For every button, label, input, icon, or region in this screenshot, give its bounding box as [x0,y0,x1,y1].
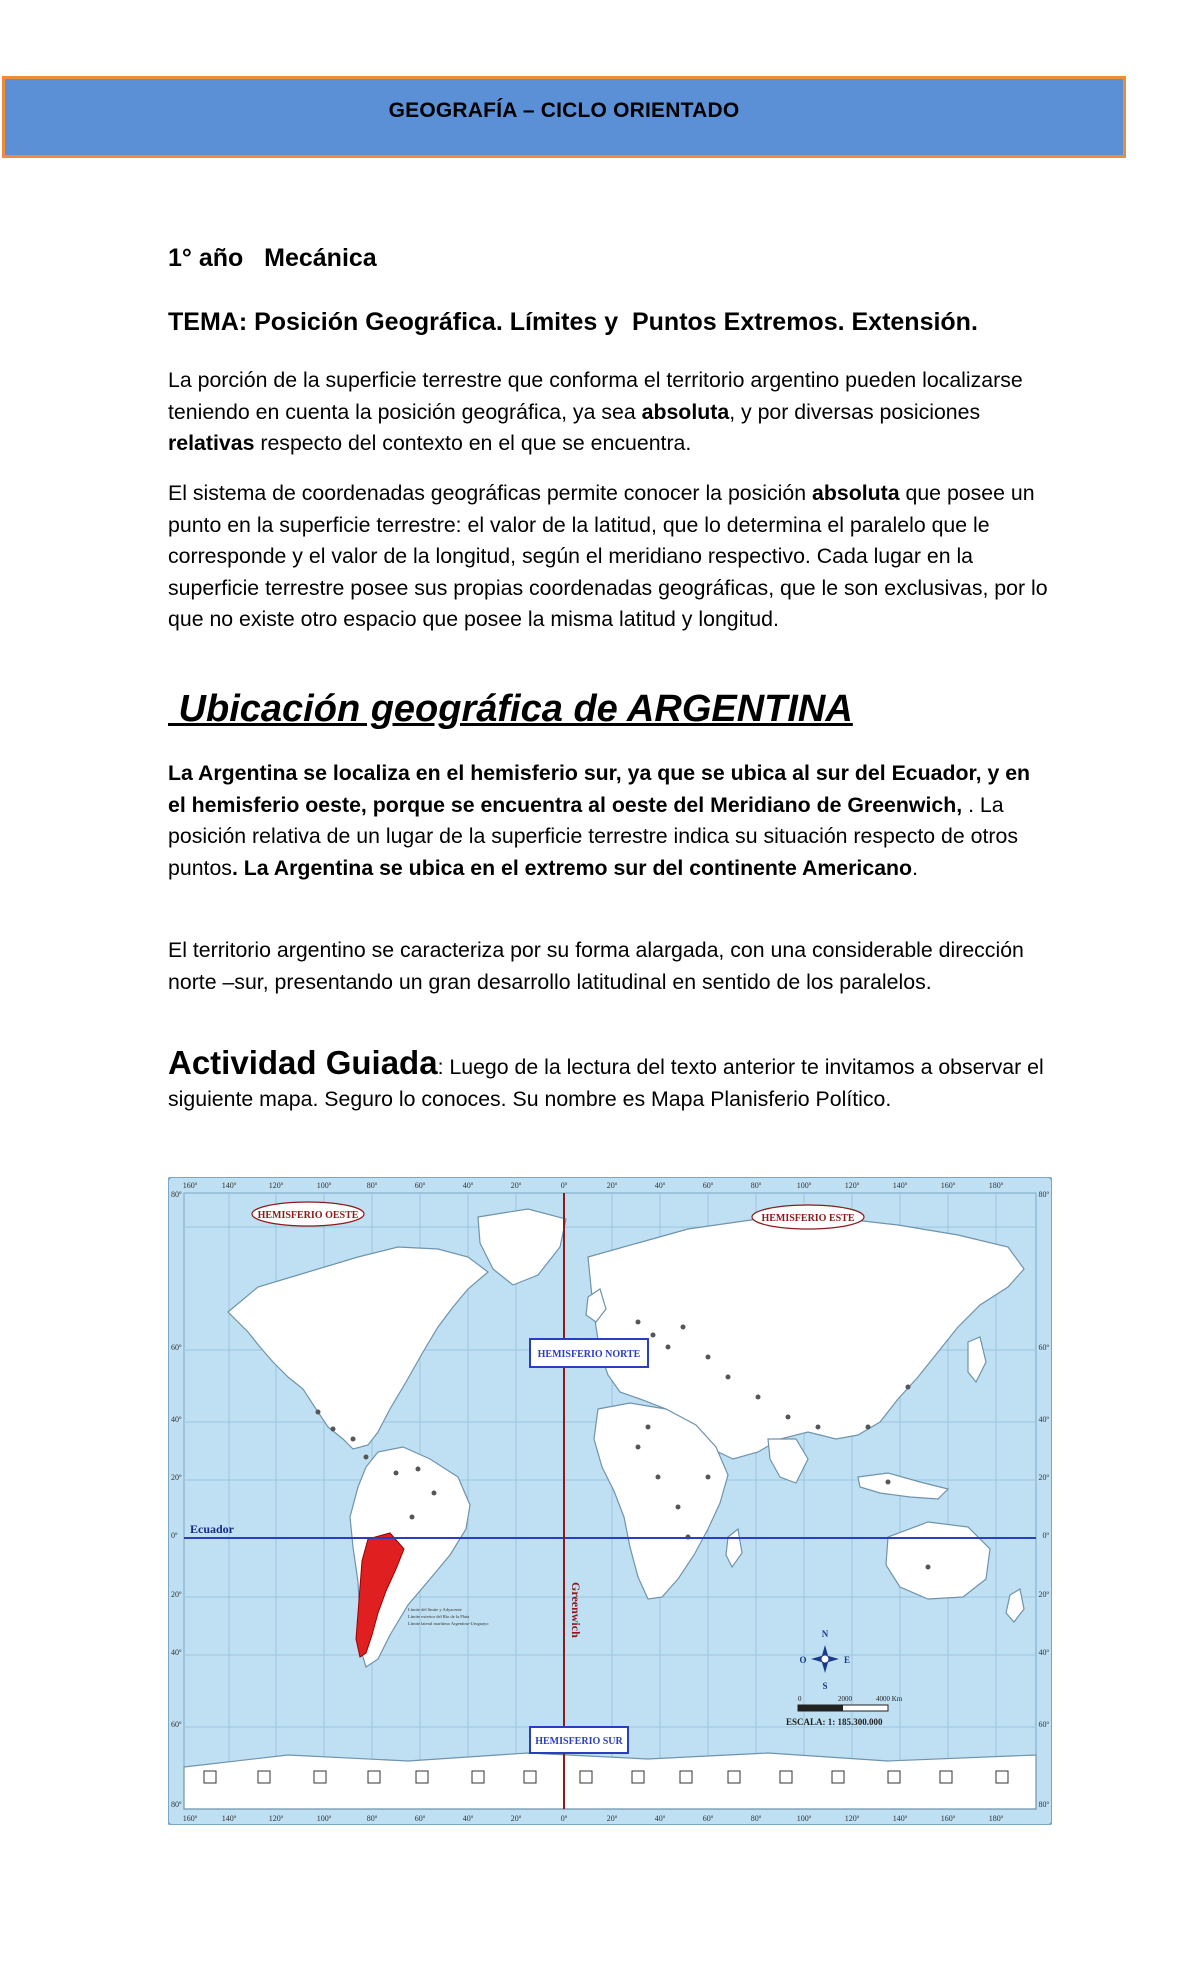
longitude-label: 80º [750,1181,762,1190]
hemisferio-sur-label [530,1727,628,1753]
activity-title: Actividad Guiada [168,1044,438,1081]
svg-text:Límite lateral marítimo Argent: Límite lateral marítimo Argentino-Uruguayo [408,1621,489,1626]
location-paragraph: La Argentina se localiza en el hemisferio sur, ya que se ubica al sur del Ecuador, y en el hemisferio oeste, porque se encuentra al oeste del Meridiano de Greenwich, . La posición relativa de un lugar de la superficie terrestre indica su situación respecto de otros puntos. La Argentina se ubica en el extremo sur del continente Americano. [168,761,1031,880]
coordinates-paragraph: El sistema de coordenadas geográficas permite conocer la posición absoluta que posee un punto en la superficie terrestre: el valor de la latitud, que lo determina el paralelo que le corresponde y el valor de la longitud, según el meridiano respectivo. Cada lugar en la superficie terrestre posee sus propias coordenadas geográficas, que le son exclusivas, por lo que no existe otro espacio que posee la misma latitud y longitud. [168,481,1048,631]
world-political-map [168,1177,1052,1825]
longitude-label: 40º [462,1181,474,1190]
svg-text:HEMISFERIO SUR: HEMISFERIO SUR [535,1736,623,1747]
longitude-label: 40º [462,1814,474,1823]
activity-paragraph: Actividad Guiada: Luego de la lectura del texto anterior te invitamos a observar el siguiente mapa. Seguro lo conoces. Su nombre es Mapa Planisferio Político. [168,1044,1044,1111]
longitude-label: 100º [796,1814,812,1823]
svg-text:S: S [822,1681,828,1691]
latitude-label: 80º [171,1800,182,1809]
hemisferio-este-label [752,1205,864,1229]
latitude-label: 40º [1038,1648,1049,1657]
longitude-label: 20º [510,1181,522,1190]
latitude-label: 40º [1038,1415,1049,1424]
longitude-label: 80º [366,1814,378,1823]
longitude-label: 20º [606,1181,618,1190]
longitude-label: 60º [702,1181,714,1190]
latitude-label: 60º [171,1343,182,1352]
svg-text:Límite exterior del Río de la: Límite exterior del Río de la Plata [408,1614,470,1619]
svg-text:HEMISFERIO NORTE: HEMISFERIO NORTE [537,1349,641,1360]
svg-text:4000 Km: 4000 Km [876,1695,903,1703]
longitude-label: 140º [892,1181,908,1190]
longitude-label: 120º [268,1181,284,1190]
longitude-label: 60º [414,1814,426,1823]
longitude-label: 20º [510,1814,522,1823]
hemisferio-oeste-label [252,1202,364,1226]
longitude-label: 160º [182,1181,198,1190]
australia [886,1522,990,1599]
longitude-label: 160º [940,1814,956,1823]
svg-text:2000: 2000 [838,1695,852,1703]
longitude-label: 60º [702,1814,714,1823]
svg-text:HEMISFERIO OESTE: HEMISFERIO OESTE [257,1210,359,1221]
course-heading: 1° año Mecánica [168,244,377,272]
latitude-label: 60º [1038,1720,1049,1729]
latitude-label: 40º [171,1648,182,1657]
longitude-label: 140º [892,1814,908,1823]
ecuador-label: Ecuador [190,1522,235,1536]
longitude-label: 160º [940,1181,956,1190]
longitude-label: 80º [366,1181,378,1190]
latitude-label: 0º [1042,1531,1049,1540]
longitude-label: 160º [182,1814,198,1823]
latitude-label: 20º [171,1473,182,1482]
latitude-label: 80º [1038,1190,1049,1199]
longitude-label: 180º [988,1181,1004,1190]
latitude-label: 20º [171,1590,182,1599]
svg-text:0: 0 [798,1695,802,1703]
longitude-label: 20º [606,1814,618,1823]
svg-text:O: O [799,1655,807,1665]
longitude-label: 120º [844,1181,860,1190]
longitude-label: 0º [560,1181,568,1190]
greenwich-label: Greenwich [569,1582,583,1638]
longitude-label: 100º [316,1181,332,1190]
topic-heading: TEMA: Posición Geográfica. Límites y Puntos Extremos. Extensión. [168,308,978,336]
latitude-label: 60º [1038,1343,1049,1352]
header-banner [2,76,1126,158]
longitude-label: 140º [221,1181,237,1190]
longitude-label: 140º [221,1814,237,1823]
latitude-label: 0º [171,1531,178,1540]
latitude-label: 20º [1038,1590,1049,1599]
svg-text:N: N [821,1629,829,1639]
latitude-label: 80º [1038,1800,1049,1809]
latitude-label: 60º [171,1720,182,1729]
longitude-label: 40º [654,1814,666,1823]
svg-text:Límite del límite y Adyacente: Límite del límite y Adyacente [408,1607,462,1612]
longitude-label: 100º [316,1814,332,1823]
territory-paragraph: El territorio argentino se caracteriza por su forma alargada, con una considerable dirección norte –sur, presentando un gran desarrollo latitudinal en sentido de los paralelos. [168,938,1024,994]
latitude-label: 80º [171,1190,182,1199]
header-title: GEOGRAFÍA – CICLO ORIENTADO [388,99,740,122]
longitude-label: 40º [654,1181,666,1190]
hemisferio-norte-label [530,1339,648,1367]
longitude-label: 120º [268,1814,284,1823]
scale-text: ESCALA: 1: 185.300.000 [786,1717,883,1727]
svg-text:E: E [843,1655,851,1665]
intro-paragraph: La porción de la superficie terrestre que conforma el territorio argentino pueden localizarse teniendo en cuenta la posición geográfica, ya sea absoluta, y por diversas posiciones relativas respecto del contexto en el que se encuentra. [168,368,1023,455]
latitude-label: 40º [171,1415,182,1424]
latitude-label: 20º [1038,1473,1049,1482]
longitude-label: 120º [844,1814,860,1823]
longitude-label: 80º [750,1814,762,1823]
longitude-label: 180º [988,1814,1004,1823]
longitude-label: 0º [560,1814,568,1823]
longitude-label: 100º [796,1181,812,1190]
antarctica [184,1753,1036,1809]
section-title: Ubicación geográfica de ARGENTINA [168,688,853,730]
longitude-label: 60º [414,1181,426,1190]
svg-text:HEMISFERIO ESTE: HEMISFERIO ESTE [761,1213,855,1224]
